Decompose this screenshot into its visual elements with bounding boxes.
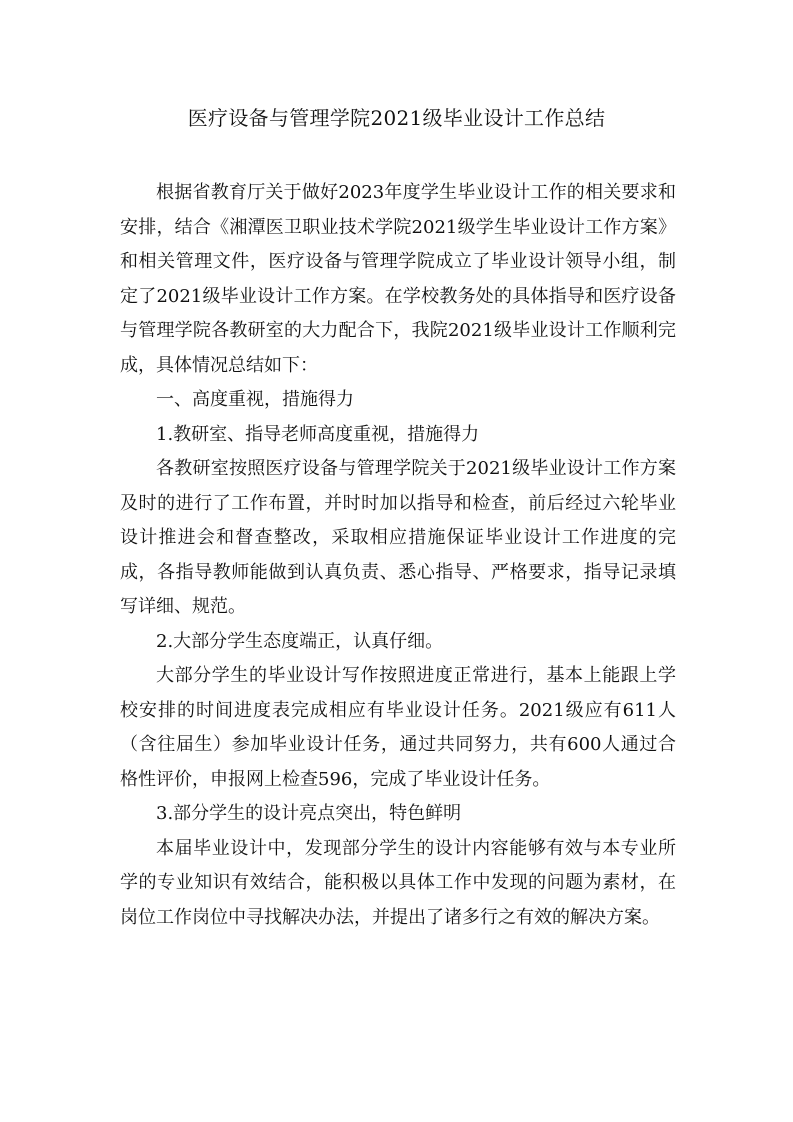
paragraph-2: 大部分学生的毕业设计写作按照进度正常进行，基本上能跟上学校安排的时间进度表完成相应有毕业设计任务。2021级应有611人（含往届生）参加毕业设计任务，通过共同努力，共有600人通过合格性评价，申报网上检查596，完成了毕业设计任务。 [120, 665, 676, 790]
paragraph-1: 各教研室按照医疗设备与管理学院关于2021级毕业设计工作方案及时的进行了工作布置，并时时加以指导和检查，前后经过六轮毕业设计推进会和督查整改，采取相应措施保证毕业设计工作进度的完成，各指导教师能做到认真负责、悉心指导、严格要求，指导记录填写详细、规范。 [120, 458, 676, 617]
subheading-3: 3.部分学生的设计亮点突出，特色鲜明 [156, 803, 462, 824]
subheading-2: 2.大部分学生态度端正，认真仔细。 [156, 630, 444, 652]
document-title: 医疗设备与管理学院2021级毕业设计工作总结 [187, 106, 606, 130]
document-body [120, 176, 676, 935]
paragraph-intro: 根据省教育厅关于做好2023年度学生毕业设计工作的相关要求和安排，结合《湘潭医卫职业技术学院2021级学生毕业设计工作方案》和相关管理文件，医疗设备与管理学院成立了毕业设计领导小组，制定了2021级毕业设计工作方案。在学校教务处的具体指导和医疗设备与管理学院各教研室的大力配合下，我院2021级毕业设计工作顺利完成，具体情况总结如下： [120, 182, 676, 376]
subheading-1: 1.教研室、指导老师高度重视，措施得力 [156, 423, 480, 445]
paragraph-3: 本届毕业设计中，发现部分学生的设计内容能够有效与本专业所学的专业知识有效结合，能积极以具体工作中发现的问题为素材，在岗位工作岗位中寻找解决办法，并提出了诸多行之有效的解决方案。 [120, 837, 676, 928]
section-heading-1: 一、高度重视，措施得力 [156, 389, 354, 410]
